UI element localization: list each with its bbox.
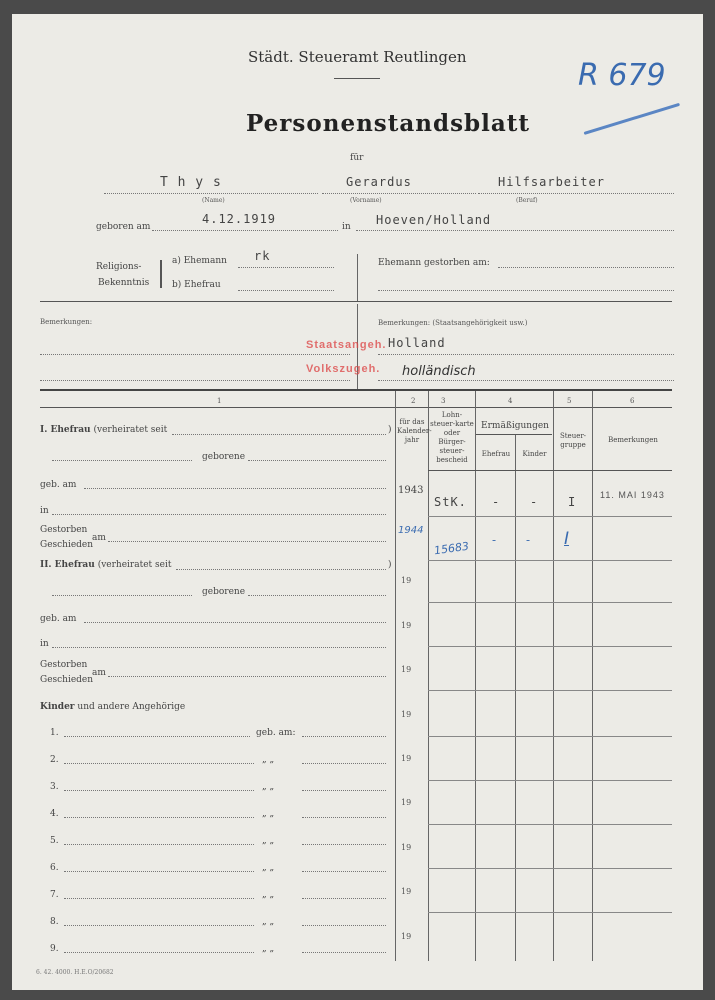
birth-date: 4.12.1919 [202,212,277,226]
year-prefix-5: 19 [401,665,412,674]
row-rule-10 [428,912,672,913]
header-rule [334,78,380,79]
row1-group: I [568,495,577,509]
row-rule-9 [428,868,672,869]
child-number: 9. [50,944,59,954]
religion-label-1: Religions- [96,262,142,272]
wife1-gestorben: Gestorben [40,525,88,535]
religion-label-2: Bekenntnis [98,278,150,288]
pencil-stroke [584,103,681,135]
child-name-line [64,817,254,818]
year-prefix-4: 19 [401,621,412,630]
year-prefix-7: 19 [401,754,412,763]
child-ditto-mark: „ „ [262,944,275,954]
birth-place-label: in [342,222,351,232]
deceased-line-2 [378,290,674,291]
wife2-gestorben: Gestorben [40,660,88,670]
child-date-line [302,925,386,926]
row-rule-7 [428,780,672,781]
row-rule-5 [428,690,672,691]
wife2-geb-am: geb. am [40,614,77,624]
wife1-in-line [52,514,386,515]
child-name-line [64,790,254,791]
child-ditto-mark: „ „ [262,836,275,846]
col-line-6 [592,391,593,961]
wife1-geb-line [52,460,192,461]
wife1-gebam-line [84,488,386,489]
ethnicity-handwritten: holländisch [402,364,476,379]
col6-number: 6 [630,397,635,405]
remarks-right-line-2 [378,380,674,381]
office-name: Städt. Steueramt Reutlingen [248,48,467,66]
name-caption: (Name) [202,197,225,204]
vorname-caption: (Vorname) [350,197,382,204]
row-rule-1 [428,516,672,517]
wife2-am-line [108,676,386,677]
col3-header: Lohn-steuer-karte oder Bürger-steuer-bescheid [430,411,474,464]
form-sheet [12,14,703,990]
wife1-am-line [108,541,386,542]
row2-kinder: - [526,533,531,547]
col-line-5 [553,391,554,961]
wife2-line [176,569,386,570]
surname-value: T h y s [160,175,222,190]
year-prefix-6: 19 [401,710,412,719]
year-prefix-10: 19 [401,887,412,896]
year-prefix-11: 19 [401,932,412,941]
child-name-line [64,763,254,764]
ethnicity-stamp: Volkszugeh. [306,363,381,375]
row1-year: 1943 [398,485,424,496]
wife2-label: II. Ehefrau (verheiratet seit [40,560,172,570]
row1-remark-stamp: 11. MAI 1943 [600,490,665,500]
children-label: Kinder und andere Angehörige [40,702,186,712]
wife1-in: in [40,506,49,516]
child-number: 5. [50,836,59,846]
child-date-line [302,871,386,872]
husband-deceased-label: Ehemann gestorben am: [378,258,490,268]
col4-number: 4 [508,397,513,405]
remarks-left-label: Bemerkungen: [40,318,93,326]
col2-number: 2 [411,397,416,405]
wife1-am: am [92,533,106,543]
page-title: Personenstandsblatt [246,110,530,137]
col-line-4 [515,434,516,961]
birth-place-line [356,230,674,231]
child-number: 2. [50,755,59,765]
col-line-1 [395,391,396,961]
wife1-paren: ) [388,425,392,435]
table-number-rule [40,407,672,408]
first-name-value: Gerardus [346,175,412,189]
wife2-am: am [92,668,106,678]
child-ditto-mark: „ „ [262,863,275,873]
name-line [104,193,318,194]
wife1-geb-am: geb. am [40,480,77,490]
child-ditto-mark: „ „ [262,917,275,927]
col4-sub-rule [476,434,552,435]
religion-b-line [238,290,334,291]
deceased-line [498,267,674,268]
wife2-paren: ) [388,560,392,570]
vorname-line [322,193,476,194]
row-rule-4 [428,646,672,647]
child-date-line [302,898,386,899]
reference-number: R 679 [578,58,666,93]
year-prefix-3: 19 [401,576,412,585]
row2-group: I [564,529,570,549]
col5-number: 5 [567,397,572,405]
child-name-line [64,844,254,845]
col1-number: 1 [217,397,222,405]
child-date-line [302,790,386,791]
religion-divider [357,254,358,302]
remarks-right-line-1 [378,354,674,355]
row1-card: StK. [434,495,467,509]
row-rule-3 [428,602,672,603]
child-ditto-mark: „ „ [262,890,275,900]
col-line-3 [475,391,476,961]
year-prefix-8: 19 [401,798,412,807]
child-number: 6. [50,863,59,873]
row2-year: 1944 [398,525,424,536]
child-number: 7. [50,890,59,900]
beruf-caption: (Beruf) [516,197,538,204]
religion-husband-value: rk [254,249,271,263]
wife2-in: in [40,639,49,649]
remarks-line-1 [40,354,350,355]
header-row-rule [428,470,672,471]
col3-number: 3 [441,397,446,405]
beruf-line [478,193,674,194]
row2-ehefrau: - [492,533,497,547]
col5-header: Steuer-gruppe [559,432,587,449]
religion-a-line [238,267,334,268]
nationality-stamp: Staatsangeh. [306,339,387,351]
year-prefix-9: 19 [401,843,412,852]
row1-kinder: - [530,495,539,509]
wife1-line [172,434,386,435]
wife1-geb-line-2 [248,460,386,461]
table-top-rule [40,389,672,391]
child-name-line [64,736,250,737]
form-print-code: 6. 42. 4000. H.E.O/20682 [36,969,114,976]
rule-above-remarks [40,301,672,302]
child-date-line [302,736,386,737]
religion-husband-label: a) Ehemann [172,256,227,266]
child-date-line [302,844,386,845]
birth-date-line [152,230,338,231]
wife1-geborene: geborene [202,452,246,462]
child-name-line [64,952,254,953]
child-born-label: geb. am: [256,728,296,738]
religion-wife-label: b) Ehefrau [172,280,221,290]
birth-place: Hoeven/Holland [376,213,492,227]
fuer-label: für [350,153,364,163]
col2-header: für das Kalender-jahr [397,418,432,444]
row-rule-8 [428,824,672,825]
child-ditto-mark: „ „ [262,809,275,819]
child-date-line [302,952,386,953]
child-number: 8. [50,917,59,927]
child-ditto-mark: „ „ [262,755,275,765]
child-number: 4. [50,809,59,819]
col-line-2 [428,391,429,961]
wife1-geschieden: Geschieden [40,540,94,550]
col4-sub-kinder: Kinder [522,450,547,458]
religion-brace [160,260,162,288]
wife2-gebam-line [84,622,386,623]
col6-header: Bemerkungen [608,436,658,444]
child-ditto-mark: „ „ [262,782,275,792]
child-number: 1. [50,728,59,738]
col4-header: Ermäßigungen [481,421,549,431]
child-number: 3. [50,782,59,792]
remarks-right-label: Bemerkungen: (Staatsangehörigkeit usw.) [378,319,528,327]
wife2-geb-line [52,595,192,596]
wife2-geschieden: Geschieden [40,675,94,685]
child-name-line [64,925,254,926]
occupation-value: Hilfsarbeiter [498,175,605,189]
remarks-line-2 [40,380,350,381]
wife2-geb-line-2 [248,595,386,596]
col4-sub-ehefrau: Ehefrau [481,450,511,458]
nationality-value: Holland [388,336,446,350]
child-date-line [302,763,386,764]
born-label: geboren am [96,222,151,232]
child-date-line [302,817,386,818]
row-rule-6 [428,736,672,737]
wife2-geborene: geborene [202,587,246,597]
child-name-line [64,898,254,899]
wife2-in-line [52,647,386,648]
row-rule-2 [428,560,672,561]
row1-ehefrau: - [492,495,501,509]
child-name-line [64,871,254,872]
row2-card: 15683 [433,539,470,558]
wife1-label: I. Ehefrau (verheiratet seit [40,425,168,435]
